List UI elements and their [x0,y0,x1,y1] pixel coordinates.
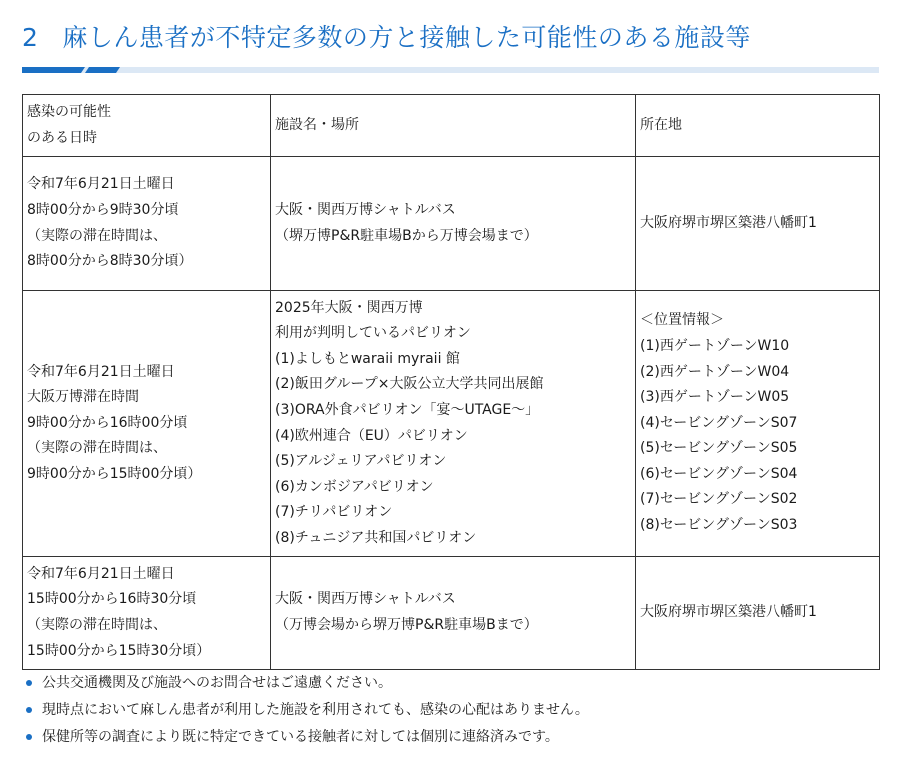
cell-text-line: (8)チュニジア共和国パビリオン [275,529,477,546]
section-number: 2 [22,23,39,52]
bullet-dot-icon [26,734,32,740]
cell-text-line: 8時00分から9時30分頃 [27,201,179,218]
table-row [23,291,880,557]
cell-text-line: 大阪府堺市堺区築港八幡町1 [640,214,817,231]
heading-underline [22,67,879,73]
cell-text-line: 大阪・関西万博シャトルバス [275,201,456,218]
note-item [22,671,589,698]
cell-text-line: （実際の滞在時間は、 [27,617,167,633]
cell-text-line: （実際の滞在時間は、 [27,227,167,244]
cell-facility [271,157,636,291]
cell-datetime [23,157,271,291]
cell-text-line: 利用が判明しているパビリオン [275,325,471,342]
cell-text-line: (2)西ゲートゾーンW04 [640,363,790,380]
cell-text-line: 令和7年6月21日土曜日 [27,176,175,193]
cell-text-line: (1)西ゲートゾーンW10 [640,337,790,354]
cell-text-line: (5)セービングゾーンS05 [640,440,798,457]
cell-location [636,557,880,670]
cell-text-line: (3)ORA外食パビリオン「宴～UTAGE～」 [275,401,540,418]
cell-text-line: 令和7年6月21日土曜日 [27,363,175,380]
header-facility [271,95,636,157]
cell-text-line: 所在地 [640,116,682,133]
note-text: 公共交通機関及び施設へのお問合せはご遠慮ください。 [42,675,392,691]
bullet-dot-icon [26,707,32,713]
cell-text-line: 大阪万博滞在時間 [27,389,139,406]
table-row [23,157,880,291]
cell-text-line: 9時00分から15時00分頃） [27,465,202,482]
cell-facility [271,291,636,557]
cell-text-line: (5)アルジェリアパビリオン [275,453,447,470]
cell-text-line: (3)西ゲートゾーンW05 [640,389,790,406]
note-item [22,725,589,752]
cell-text-line: (7)チリパビリオン [275,504,393,521]
cell-text-line: （万博会場から堺万博P&R駐車場Bまで） [275,617,538,633]
cell-text-line: (2)飯田グループ×大阪公立大学共同出展館 [275,376,544,393]
note-text: 保健所等の調査により既に特定できている接触者に対しては個別に連絡済みです。 [42,729,559,745]
bullet-dot-icon [26,680,32,686]
cell-text-line: (6)セービングゾーンS04 [640,465,798,482]
cell-text-line: （実際の滞在時間は、 [27,440,167,457]
note-text: 現時点において麻しん患者が利用した施設を利用されても、感染の心配はありません。 [42,702,589,718]
underline-accent-segment-1 [22,67,85,73]
cell-text-line: （堺万博P&R駐車場Bから万博会場まで） [275,227,538,244]
cell-text-line: 大阪府堺市堺区築港八幡町1 [640,604,817,621]
header-datetime [23,95,271,157]
cell-location [636,157,880,291]
note-item [22,698,589,725]
section-title: 麻しん患者が不特定多数の方と接触した可能性のある施設等 [62,23,751,52]
facility-table [22,94,880,670]
notes-list [22,671,589,752]
cell-text-line: 令和7年6月21日土曜日 [27,565,175,582]
cell-facility [271,557,636,670]
cell-text-line: (4)セービングゾーンS07 [640,414,798,431]
cell-text-line: (4)欧州連合（EU）パビリオン [275,427,468,444]
cell-datetime [23,557,271,670]
cell-text-line: 2025年大阪・関西万博 [275,299,423,316]
header-location [636,95,880,157]
cell-text-line: 9時00分から16時00分頃 [27,414,188,431]
cell-text-line: (7)セービングゾーンS02 [640,491,798,508]
cell-text-line: のある日時 [27,129,97,146]
underline-light-bar [22,67,879,73]
cell-text-line: (6)カンボジアパビリオン [275,478,434,495]
cell-location [636,291,880,557]
cell-text-line: (1)よしもとwaraii myraii 館 [275,350,460,367]
cell-datetime [23,291,271,557]
cell-text-line: 感染の可能性 [27,103,111,120]
cell-text-line: (8)セービングゾーンS03 [640,517,798,534]
table-row [23,557,880,670]
cell-text-line: 施設名・場所 [275,116,359,133]
cell-text-line: 8時00分から8時30分頃） [27,253,193,270]
cell-text-line: 15時00分から16時30分頃 [27,591,197,608]
table-header-row [23,95,880,157]
cell-text-line: 大阪・関西万博シャトルバス [275,591,456,608]
cell-text-line: 15時00分から15時30分頃） [27,642,211,659]
underline-accent-segment-2 [85,67,120,73]
cell-text-line: ＜位置情報＞ [640,312,724,329]
section-heading [22,18,751,54]
